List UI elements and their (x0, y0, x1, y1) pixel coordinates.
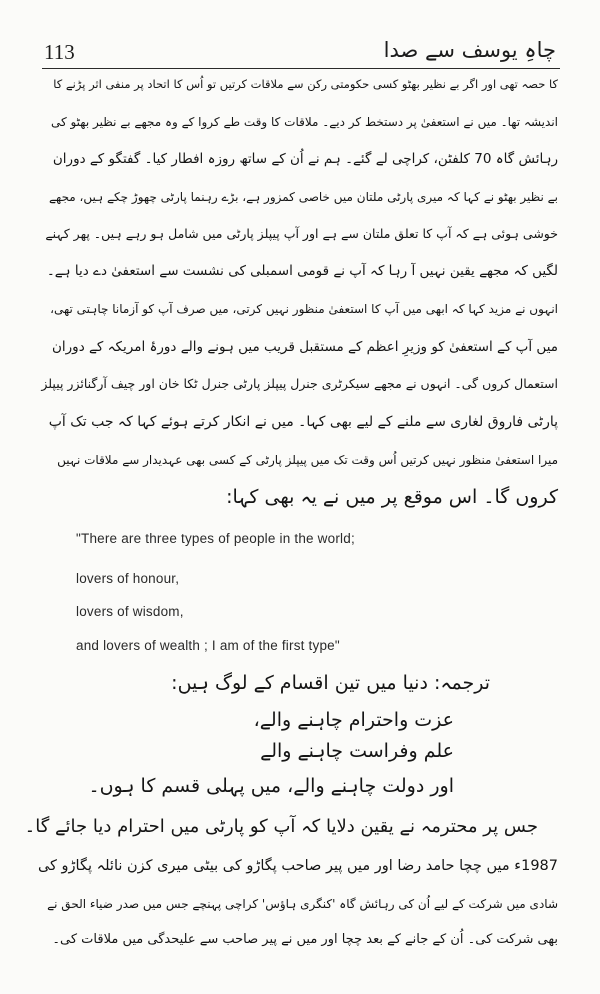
closing-line: 1987ء میں چچا حامد رضا اور میں پیر صاحب پگاڑو کی بیٹی میری کزن نائلہ پگاڑو کی (37, 858, 558, 874)
body-line: میرا استعفیٰ منظور نہیں کرتیں اُس وقت تک میں پیپلز پارٹی کے کسی بھی عہدیدار سے ملاقات نہیں (57, 453, 558, 467)
body-line: پارٹی فاروق لغاری سے ملنے کے لیے بھی کہا۔ میں نے انکار کرتے ہوئے کہا کہ جب تک آپ (48, 414, 558, 430)
body-line: لگیں کہ مجھے یقین نہیں آ رہا کہ آپ نے قومی اسمبلی کی نشست سے استعفیٰ دے دیا ہے۔ (46, 263, 558, 279)
body-line: رہائش گاہ 70 کلفٹن، کراچی لے گئے۔ ہم نے اُن کے ساتھ روزہ افطار کیا۔ گفتگو کے دوران (52, 151, 558, 167)
body-line: میں آپ کے استعفیٰ کو وزیرِ اعظم کے مستقبل قریب میں ہونے والے دورۂ امریکہ کے دوران (52, 339, 558, 355)
closing-line: جس پر محترمہ نے یقین دلایا کہ آپ کو پارٹی میں احترام دیا جائے گا۔ (24, 816, 538, 837)
header-divider (42, 68, 560, 69)
body-line: انہوں نے مزید کہا کہ ابھی میں آپ کا استعفیٰ منظور نہیں کرتی، میں صرف آپ کو آزمانا چاہتی تھی، (50, 302, 558, 316)
body-line: خوشی ہوئی ہے کہ آپ کا تعلق ملتان سے ہے اور آپ پیپلز پارٹی میں شامل ہو رہے ہیں۔ پھر کہنے (45, 226, 558, 241)
translation-line: عزت واحترام چاہنے والے، (253, 709, 454, 731)
quote-line: and lovers of wealth ; I am of the first type" (76, 638, 340, 653)
body-line: استعمال کروں گی۔ انہوں نے مجھے سیکرٹری جنرل پیپلز پارٹی جنرل ٹکا خان اور چیف آرگنائزر پیپلز (41, 376, 558, 391)
quote-line: "There are three types of people in the world; (76, 531, 355, 546)
running-title: چاہِ یوسف سے صدا (383, 38, 556, 62)
body-line: کروں گا۔ اس موقع پر میں نے یہ بھی کہا: (226, 486, 558, 508)
quote-line: lovers of honour, (76, 571, 180, 586)
translation-line: ترجمہ: دنیا میں تین اقسام کے لوگ ہیں: (171, 672, 490, 694)
closing-line: شادی میں شرکت کے لیے اُن کی رہائش گاہ 'کنگری ہاؤس' کراچی پہنچے جس میں صدر ضیاء الحق نے (47, 897, 558, 911)
closing-line: بھی شرکت کی۔ اُن کے جانے کے بعد چچا اور میں نے پیر صاحب سے علیحدگی میں ملاقات کی۔ (52, 932, 558, 947)
body-line: بے نظیر بھٹو نے کہا کہ میری پارٹی ملتان میں خاصی کمزور ہے، بڑے رہنما پارٹی چھوڑ چکے ہیں، مجھے (49, 190, 558, 204)
quote-line: lovers of wisdom, (76, 604, 184, 619)
translation-line: علم وفراست چاہنے والے (260, 740, 454, 762)
body-line: کا حصہ تھی اور اگر بے نظیر بھٹو کسی حکومتی رکن سے ملاقات کرتیں تو اُس کا اتحاد پر منفی اثر پڑنے کا (53, 77, 558, 91)
body-line: اندیشہ تھا۔ میں نے استعفیٰ پر دستخط کر دیے۔ ملاقات کا وقت طے کروا کے وہ مجھے بے نظیر بھٹو کی (50, 115, 558, 129)
translation-line: اور دولت چاہنے والے، میں پہلی قسم کا ہوں۔ (88, 775, 454, 797)
page-number: 113 (44, 40, 75, 64)
